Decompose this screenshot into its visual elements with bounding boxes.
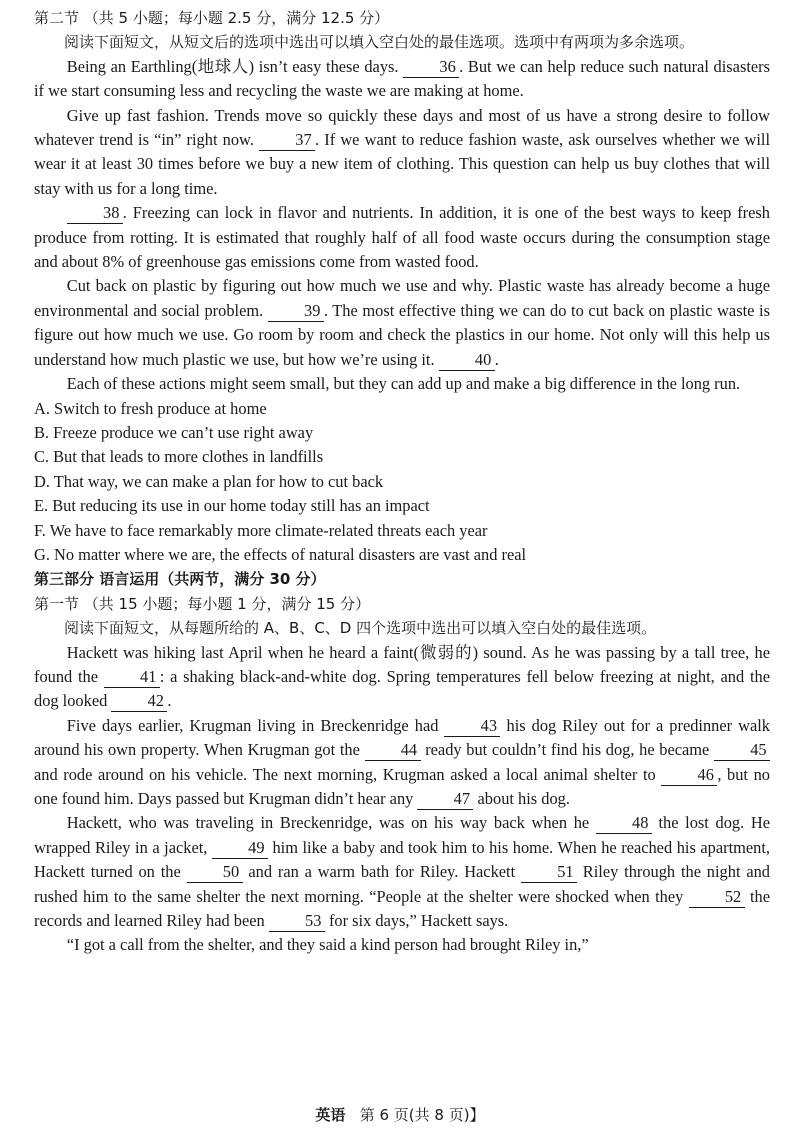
text-run: . But we can help reduce such natural disasters if we start consuming less and recycling the waste we are making at home.	[34, 56, 770, 101]
passage1-paragraph-1	[34, 55, 770, 104]
text-run: about his dog.	[473, 789, 570, 808]
text-run: and rode around on his vehicle. The next morning, Krugman asked a local animal shelter to	[34, 764, 662, 784]
text-run: Cut back on plastic by figuring out how much we use and why. Plastic waste has already become a huge environmental and social problem.	[34, 276, 770, 320]
option-g: G. No matter where we are, the effects of natural disasters are vast and real	[34, 544, 527, 564]
text-run: . The most effective thing we can do to cut back on plastic waste is figure out how much we use. Go room by room and check the plastics in our home. Not only will this help us understand how much plastic we use, but how we’re using it.	[34, 300, 770, 369]
blank-40: 40	[439, 350, 495, 371]
text-run: for six days,” Hackett says.	[324, 911, 509, 931]
text-run: ready but couldn’t find his dog, he became	[420, 740, 714, 760]
text-run: the records and learned Riley had been	[34, 886, 771, 931]
text-run: .	[167, 691, 172, 711]
part3-section1-title: 第一节 （共 15 小题；每小题 1 分，满分 15 分）	[34, 594, 371, 613]
text-run: : a shaking black-and-white dog. Spring temperatures fell below freezing at night, and the dog looked	[34, 666, 770, 711]
passage1-paragraph-5: Each of these actions might seem small, but they can add up and make a big difference in the long run.	[66, 374, 741, 394]
blank-50: 50	[187, 862, 243, 883]
part3-instruction: 阅读下面短文，从每题所给的 A、B、C、D 四个选项中选出可以填入空白处的最佳选项。	[64, 619, 657, 638]
text-run: .	[494, 349, 499, 369]
passage1-paragraph-4	[34, 274, 770, 372]
passage1-paragraph-2	[34, 104, 770, 202]
section2-title: 第二节 （共 5 小题；每小题 2.5 分，满分 12.5 分）	[34, 9, 390, 27]
blank-49: 49	[212, 838, 268, 859]
option-a: A. Switch to fresh produce at home	[34, 398, 267, 418]
blank-51: 51	[521, 862, 577, 883]
text-run: Give up fast fashion. Trends move so quickly these days and most of us have a strong desire to follow whatever trend is “in” right now.	[34, 105, 770, 150]
text-run: Being an Earthling(地球人) isn’t easy these days.	[66, 56, 404, 76]
blank-39: 39	[268, 301, 324, 322]
text-run: Riley through the night and rushed him to the same shelter the next morning. “People at the shelter were shocked when they	[34, 862, 770, 906]
blank-47: 47	[417, 789, 473, 810]
blank-44: 44	[365, 740, 421, 761]
footer-page-number: 第 6 页(共 8 页)】	[359, 1106, 485, 1124]
passage2-paragraph-2	[34, 714, 770, 812]
passage2-paragraph-4: “I got a call from the shelter, and they said a kind person had brought Riley in,”	[66, 935, 589, 955]
blank-46: 46	[661, 765, 717, 786]
blank-52: 52	[689, 887, 745, 908]
text-run: and ran a warm bath for Riley. Hackett	[242, 862, 521, 882]
blank-45: 45	[714, 740, 770, 761]
text-run: . Freezing can lock in flavor and nutrients. In addition, it is one of the best ways to keep fresh produce from rotting. It is estimated that roughly half of all food waste occurs during the consumption stage and about 8% of greenhouse gas emissions come from wasted food.	[34, 203, 770, 272]
text-run: Five days earlier, Krugman living in Breckenridge had	[66, 715, 445, 735]
text-run: the lost dog. He wrapped Riley in a jacket,	[34, 813, 770, 857]
text-run: . If we want to reduce fashion waste, ask ourselves whether we will wear it at least 30 times before we buy a new item of clothing. This question can help us buy clothes that will stay with us for a long time.	[34, 130, 770, 198]
section2-instruction: 阅读下面短文，从短文后的选项中选出可以填入空白处的最佳选项。选项中有两项为多余选项。	[64, 33, 695, 52]
blank-53: 53	[269, 911, 325, 932]
blank-48: 48	[596, 813, 652, 834]
part3-title: 第三部分 语言运用（共两节，满分 30 分）	[34, 570, 326, 589]
passage2-paragraph-1	[34, 641, 770, 714]
blank-43: 43	[444, 716, 500, 737]
text-run: Hackett, who was traveling in Breckenridge, was on his way back when he	[66, 813, 596, 833]
text-run: Hackett was hiking last April when he heard a faint(微弱的) sound. As he was passing by a tall tree, he found the	[34, 642, 770, 686]
option-e: E. But reducing its use in our home today still has an impact	[34, 496, 430, 516]
page-footer	[0, 1103, 800, 1127]
blank-38: 38	[67, 203, 123, 224]
option-c: C. But that leads to more clothes in landfills	[34, 447, 324, 467]
blank-41: 41	[104, 667, 160, 688]
text-run: him like a baby and took him to his home. When he reached his apartment, Hackett turned on the	[34, 837, 770, 882]
blank-36: 36	[403, 57, 459, 78]
passage1-paragraph-3	[34, 201, 770, 274]
footer-subject: 英语	[315, 1106, 346, 1124]
passage2-paragraph-3	[34, 811, 770, 933]
text-run: his dog Riley out for a predinner walk around his own property. When Krugman got the	[34, 715, 770, 760]
blank-42: 42	[111, 691, 167, 712]
option-f: F. We have to face remarkably more climate-related threats each year	[34, 520, 488, 540]
text-run: , but no one found him. Days passed but Krugman didn’t hear any	[34, 764, 770, 808]
option-b: B. Freeze produce we can’t use right away	[34, 422, 314, 442]
option-d: D. That way, we can make a plan for how to cut back	[34, 471, 384, 491]
blank-37: 37	[259, 130, 315, 151]
